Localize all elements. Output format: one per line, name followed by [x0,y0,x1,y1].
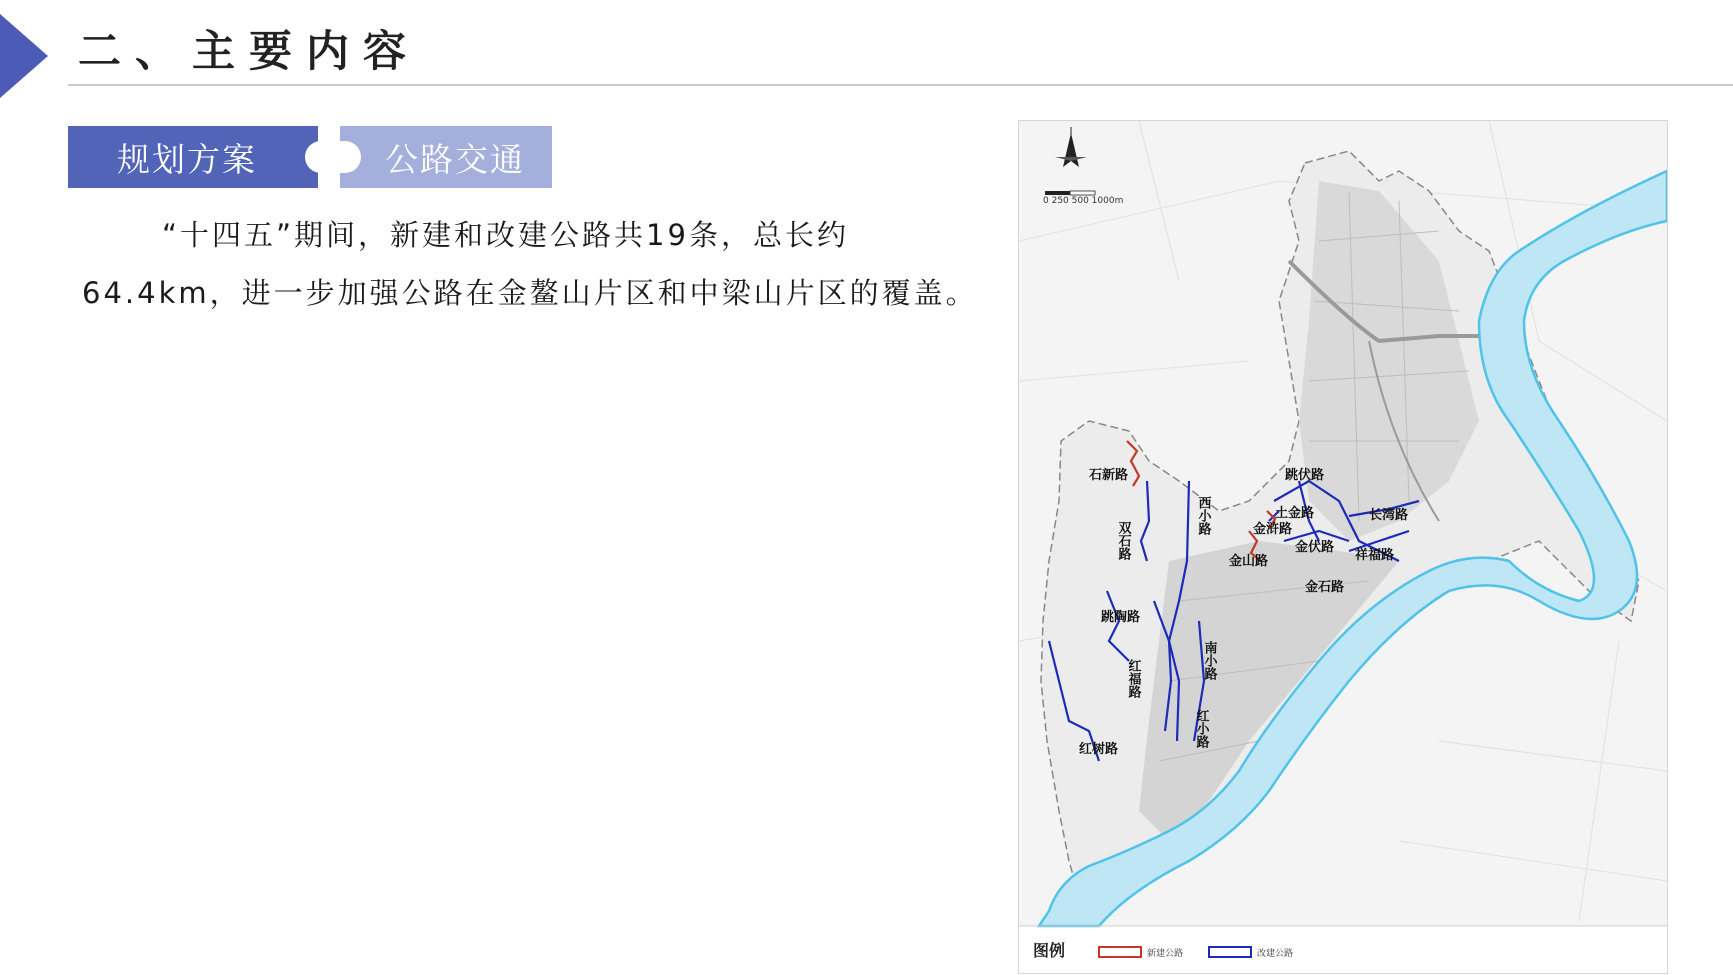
label-jinshi: 金石路 [1305,580,1345,595]
body-paragraph-text: “十四五”期间，新建和改建公路共19条，总长约64.4km，进一步加强公路在金鳌山片区和中梁山片区的覆盖。 [82,218,978,310]
legend-new-road-label: 新建公路 [1147,949,1184,959]
page-title: 二、主要内容 [78,27,420,77]
label-jinhu: 金浒路 [1253,522,1293,537]
legend-title: 图例 [1033,941,1066,960]
label-tiaotao: 跳陶路 [1101,610,1141,625]
tab-planning-scheme[interactable]: 规划方案 [68,126,318,188]
body-paragraph [82,206,982,322]
tab-highway-traffic[interactable]: 公路交通 [340,126,552,188]
road-map [1018,120,1668,974]
tab-connector [305,141,361,173]
legend-new-road-swatch [1099,947,1141,957]
label-tujin: 土金路 [1275,506,1315,521]
title-divider [68,84,1733,86]
label-xixiao: 西小路 [1195,496,1211,535]
header-arrow-decoration [0,14,48,98]
label-jinfu: 金伏路 [1295,540,1335,555]
svg-text:0 250 500 1000m: 0 250 500 1000m [1043,196,1124,206]
label-tiaofu: 跳伏路 [1285,468,1325,483]
label-shixin: 石新路 [1089,468,1129,483]
legend-rebuilt-road-label: 改建公路 [1257,949,1294,959]
label-changwan: 长湾路 [1369,508,1409,523]
legend-rebuilt-road-swatch [1209,947,1251,957]
road-map-svg [1019,121,1667,973]
label-shuangshi: 双石路 [1115,521,1131,560]
label-hongxiao: 红小路 [1193,709,1209,748]
label-hongfu: 红福路 [1125,659,1141,698]
label-xiangfu: 祥福路 [1355,548,1395,563]
label-hongshu: 红树路 [1079,742,1119,757]
label-nanxiao: 南小路 [1201,641,1217,680]
label-jinshan: 金山路 [1229,554,1269,569]
